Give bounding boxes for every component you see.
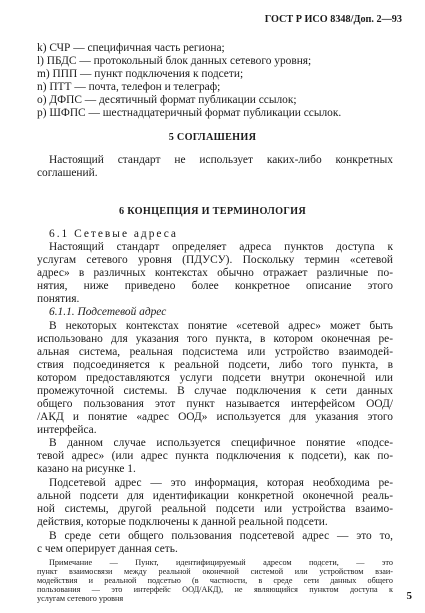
paragraph-line: тевой адрес» (или адрес пункта подключения к подсети), как по- bbox=[37, 450, 393, 462]
paragraph-line: использовано для указания того пункта, в котором оконечная ре- bbox=[37, 333, 393, 345]
note-line: модействия и реальной подсетью (в частности, в среде сети данных общего bbox=[37, 576, 393, 585]
paragraph-line: общего пользования этот пункт называется интерфейсом ООД/ bbox=[37, 398, 393, 410]
paragraph-line: ной системы, другой реальной подсети или устройства взаимо- bbox=[37, 503, 393, 515]
abbreviation-item: l) ПБДС — протокольный блок данных сетевого уровня; bbox=[37, 55, 312, 67]
paragraph-line: котором предоставляются услуги подсети внутри оконечной или bbox=[37, 372, 393, 384]
paragraph-line: Настоящий стандарт определяет адреса пунктов доступа к bbox=[49, 241, 393, 253]
section-5-text-line: Настоящий стандарт не использует каких-либо конкретных bbox=[49, 154, 393, 166]
paragraph-line: альная система, реальная подсистема или устройство взаимодей- bbox=[37, 346, 393, 358]
abbreviation-item: p) ШФПС — шестнадцатеричный формат публикации ссылок. bbox=[37, 107, 342, 119]
paragraph-line: нятия, ниже приведено более конкретное описание этого bbox=[37, 280, 393, 292]
subsection-6-1-1-heading: 6.1.1. Подсетевой адрес bbox=[49, 306, 167, 318]
paragraph-line: В среде сети общего пользования подсетевой адрес — это то, bbox=[49, 530, 393, 542]
section-6-heading: 6 КОНЦЕПЦИЯ И ТЕРМИНОЛОГИЯ bbox=[118, 206, 307, 217]
abbreviation-item: n) ПТТ — почта, телефон и телеграф; bbox=[37, 81, 221, 93]
paragraph-line: альной подсети для идентификации конкретной оконечной реаль- bbox=[37, 490, 393, 502]
paragraph-line: казано на рисунке 1. bbox=[37, 463, 136, 475]
paragraph-line: адрес» в различных контекстах обычно отражает различные по- bbox=[37, 267, 393, 279]
paragraph-line: интерфейса. bbox=[37, 424, 97, 436]
subsection-6-1-heading: 6.1 Сетевые адреса bbox=[49, 228, 178, 240]
paragraph-line: В некоторых контекстах понятие «сетевой адрес» может быть bbox=[49, 320, 393, 332]
paragraph-line: услугам сетевого уровня (ПДУСУ). Поскольку термин «сетевой bbox=[37, 254, 393, 266]
paragraph-line: /АКД и понятие «адрес ООД» используется для указания этого bbox=[37, 411, 393, 423]
abbreviation-item: k) СЧР — специфичная часть региона; bbox=[37, 42, 225, 54]
paragraph-line: В данном случае используется специфичное понятие «подсе- bbox=[49, 437, 393, 449]
page-number: 5 bbox=[406, 590, 412, 602]
abbreviation-item: o) ДФПС — десятичный формат публикации ссылок; bbox=[37, 94, 297, 106]
note-line: Примечание — Пункт, идентифицируемый адресом подсети, — это bbox=[49, 558, 393, 567]
paragraph-line: Подсетевой адрес — это информация, которая необходима ре- bbox=[49, 477, 393, 489]
note-line: пункт взаимосвязи между реальной оконечной системой или устройством взаи- bbox=[37, 567, 393, 576]
note-line: услугам сетевого уровня bbox=[37, 594, 124, 603]
section-5-heading: 5 СОГЛАШЕНИЯ bbox=[168, 132, 257, 143]
abbreviation-item: m) ППП — пункт подключения к подсети; bbox=[37, 68, 244, 80]
running-header: ГОСТ Р ИСО 8348/Доп. 2—93 bbox=[264, 14, 402, 25]
paragraph-line: понятия. bbox=[37, 293, 80, 305]
paragraph-line: ствия подсоединяется к реальной подсети, либо того пункта, в bbox=[37, 359, 393, 371]
section-5-text-line: соглашений. bbox=[37, 167, 98, 179]
paragraph-line: промежуточной системы. В случае подключения к сети данных bbox=[37, 385, 393, 397]
paragraph-line: с чем оперирует данная сеть. bbox=[37, 543, 178, 555]
paragraph-line: действия, которые подключены к данной реальной подсети. bbox=[37, 516, 328, 528]
note-line: пользования — это интерфейс ООД/АКД), не являющийся пунктом доступа к bbox=[37, 585, 393, 594]
